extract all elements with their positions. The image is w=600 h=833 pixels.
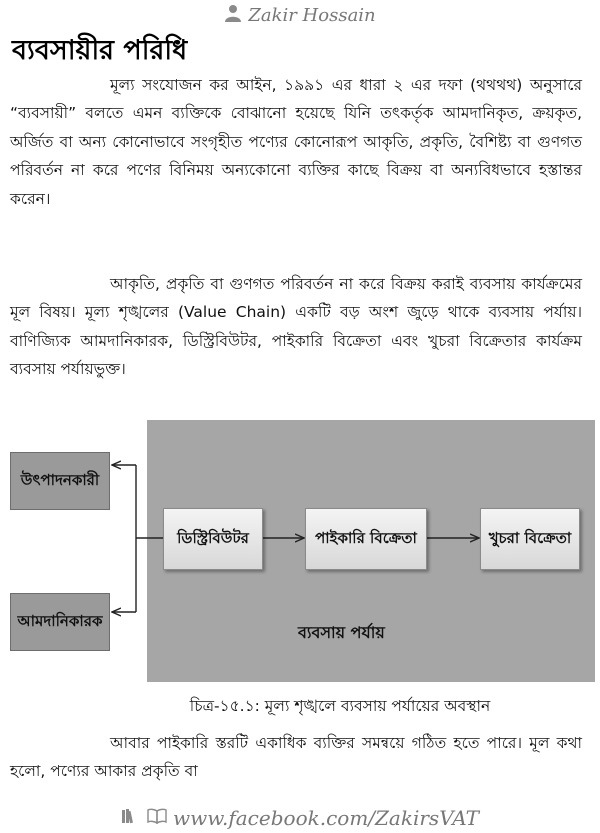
figure-caption-text: চিত্র-১৫.১: মূল্য শৃঙ্খলে ব্যবসায় পর্যায়ের অবস্থান	[189, 697, 491, 715]
figure-caption	[0, 694, 600, 720]
business-stage-label: ব্যবসায় পর্যায়	[298, 623, 385, 642]
facebook-url[interactable]: www.facebook.com/ZakirsVAT	[173, 806, 479, 830]
user-icon	[224, 4, 242, 26]
section-title: ব্যবসায়ীর পরিধি	[12, 35, 188, 66]
retailer-box: খুচরা বিক্রেতা	[480, 508, 580, 570]
distributor-box: ডিস্ট্রিবিউটর	[163, 508, 263, 570]
paragraph-value-chain: আকৃতি, প্রকৃতি বা গুণগত পরিবর্তন না করে বিক্রয় করাই ব্যবসায় কার্যক্রমের মূল বিষয়। মূল্য শৃঙ্খলের (Value Chain) একটি বড় অংশ জুড়ে থাকে ব্যবসায় পর্যায়। বাণিজ্যিক আমদানিকারক, ডিস্ট্রিবিউটর, পাইকারি বিক্রেতা এবং খুচরা বিক্রেতার কার্যক্রম ব্যবসায় পর্যায়ভুক্ত।	[10, 275, 582, 379]
open-book-icon	[147, 808, 167, 828]
page-header	[0, 4, 600, 26]
page-footer	[0, 806, 600, 830]
author-name: Zakir Hossain	[248, 4, 376, 26]
producer-box: উৎপাদনকারী	[10, 452, 110, 510]
books-icon	[121, 808, 141, 828]
value-chain-diagram	[0, 420, 600, 685]
importer-box: আমদানিকারক	[10, 593, 110, 651]
wholesaler-box: পাইকারি বিক্রেতা	[305, 508, 427, 570]
paragraph-wholesale: আবার পাইকারি স্তরটি একাধিক ব্যক্তির সমন্বয়ে গঠিত হতে পারে। মূল কথা হলো, পণ্যের আকার প্রকৃতি বা	[10, 734, 582, 781]
paragraph-definition: মূল্য সংযোজন কর আইন, ১৯৯১ এর ধারা ২ এর দফা (থথথথ) অনুসারে “ব্যবসায়ী” বলতে এমন ব্যক্তিকে বোঝানো হয়েছে যিনি তৎকর্তৃক আমদানিকৃত, ক্রয়কৃত, অর্জিত বা অন্য কোনোভাবে সংগৃহীত পণ্যের কোনোরূপ আকৃতি, প্রকৃতি, বৈশিষ্ট্য বা গুণগত পরিবর্তন না করে পণের বিনিময় অন্যকোনো ব্যক্তির কাছে বিক্রয় বা অন্যবিধভাবে হস্তান্তর করেন।	[10, 76, 582, 208]
